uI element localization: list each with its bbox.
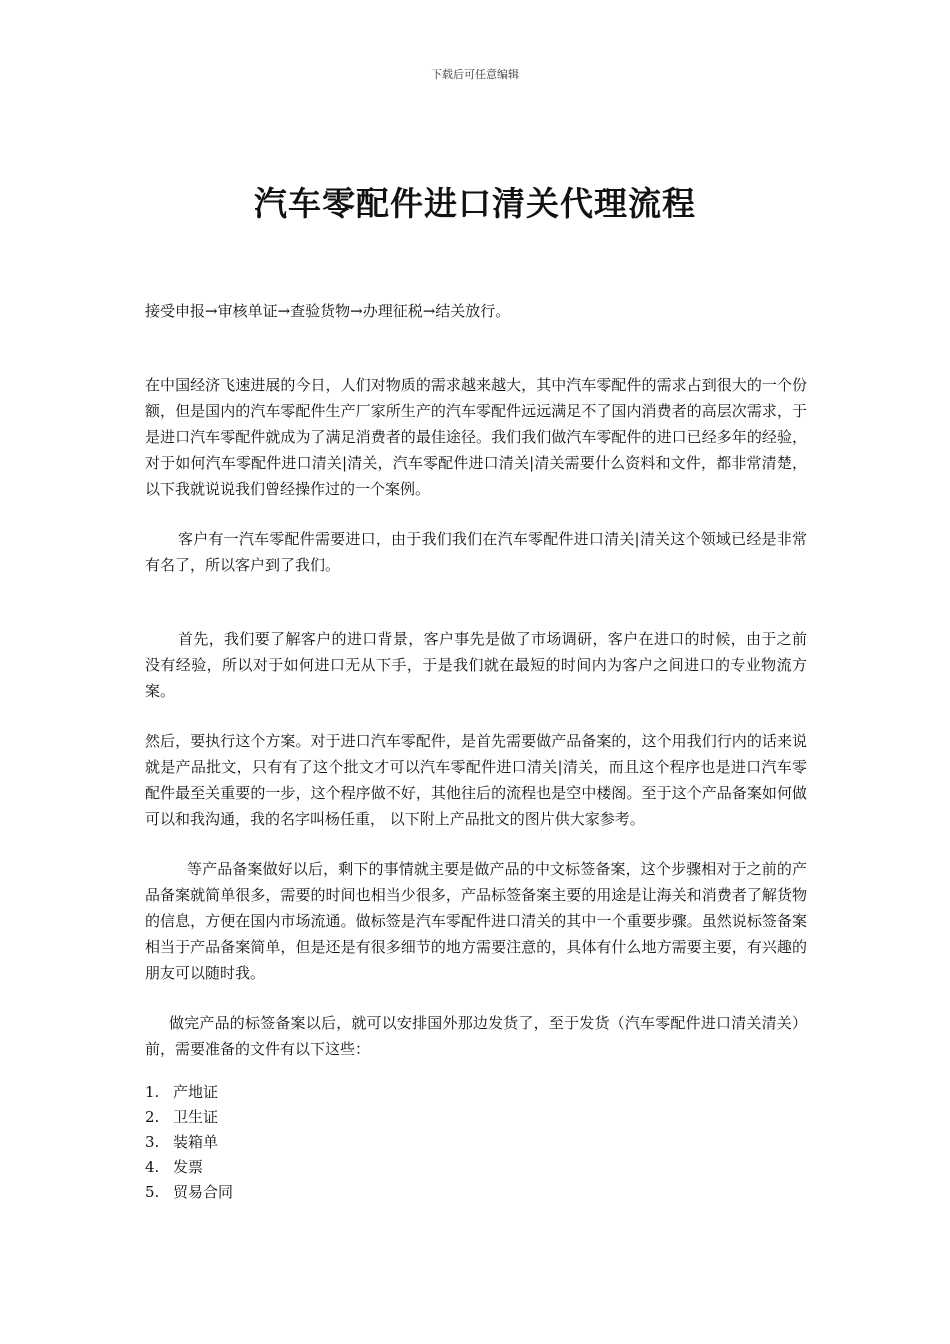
list-item-number: 1.	[145, 1083, 160, 1101]
list-item-number: 2.	[145, 1108, 160, 1126]
list-item-number: 5.	[145, 1183, 160, 1201]
document-body	[145, 298, 807, 1205]
list-item	[145, 1180, 807, 1205]
list-item	[145, 1155, 807, 1180]
page-header-note: 下载后可任意编辑	[431, 68, 519, 81]
list-item	[145, 1130, 807, 1155]
document-title: 汽车零配件进口清关代理流程	[254, 184, 696, 223]
list-item-number: 3.	[145, 1133, 160, 1151]
list-item-text: 发票	[173, 1158, 204, 1176]
paragraph-then: 然后，要执行这个方案。对于进口汽车零配件，是首先需要做产品备案的，这个用我们行内的话来说就是产品批文，只有有了这个批文才可以汽车零配件进口清关|清关，而且这个程序也是进口汽车零配件最至关重要的一步，这个程序做不好，其他往后的流程也是空中楼阁。至于这个产品备案如何做可以和我沟通，我的名字叫杨任重， 以下附上产品批文的图片供大家参考。	[145, 732, 807, 828]
list-item-text: 卫生证	[173, 1108, 219, 1126]
paragraph-label: 等产品备案做好以后，剩下的事情就主要是做产品的中文标签备案，这个步骤相对于之前的产品备案就简单很多，需要的时间也相当少很多，产品标签备案主要的用途是让海关和消费者了解货物的信息，方便在国内市场流通。做标签是汽车零配件进口清关的其中一个重要步骤。虽然说标签备案相当于产品备案简单，但是还是有很多细节的地方需要注意的，具体有什么地方需要主要，有兴趣的朋友可以随时我。	[145, 860, 807, 982]
list-item	[145, 1105, 807, 1130]
list-item	[145, 1080, 807, 1105]
paragraph-intro: 在中国经济飞速进展的今日，人们对物质的需求越来越大，其中汽车零配件的需求占到很大的一个份额，但是国内的汽车零配件生产厂家所生产的汽车零配件远远满足不了国内消费者的高层次需求，于是进口汽车零配件就成为了满足消费者的最佳途径。我们我们做汽车零配件的进口已经多年的经验，对于如何汽车零配件进口清关|清关，汽车零配件进口清关|清关需要什么资料和文件，都非常清楚，以下我就说说我们曾经操作过的一个案例。	[145, 376, 807, 498]
paragraph-shipping: 做完产品的标签备案以后，就可以安排国外那边发货了，至于发货（汽车零配件进口清关清关）前，需要准备的文件有以下这些：	[145, 1014, 807, 1058]
paragraph-client: 客户有一汽车零配件需要进口，由于我们我们在汽车零配件进口清关|清关这个领域已经是非常有名了，所以客户到了我们。	[145, 530, 807, 574]
required-documents-list	[145, 1080, 807, 1205]
list-item-text: 产地证	[173, 1083, 219, 1101]
list-item-number: 4.	[145, 1158, 160, 1176]
paragraph-first: 首先，我们要了解客户的进口背景，客户事先是做了市场调研，客户在进口的时候，由于之前没有经验，所以对于如何进口无从下手，于是我们就在最短的时间内为客户之间进口的专业物流方案。	[145, 630, 807, 700]
list-item-text: 贸易合同	[173, 1183, 234, 1201]
list-item-text: 装箱单	[173, 1133, 219, 1151]
process-flow: 接受申报→审核单证→查验货物→办理征税→结关放行。	[145, 302, 511, 320]
